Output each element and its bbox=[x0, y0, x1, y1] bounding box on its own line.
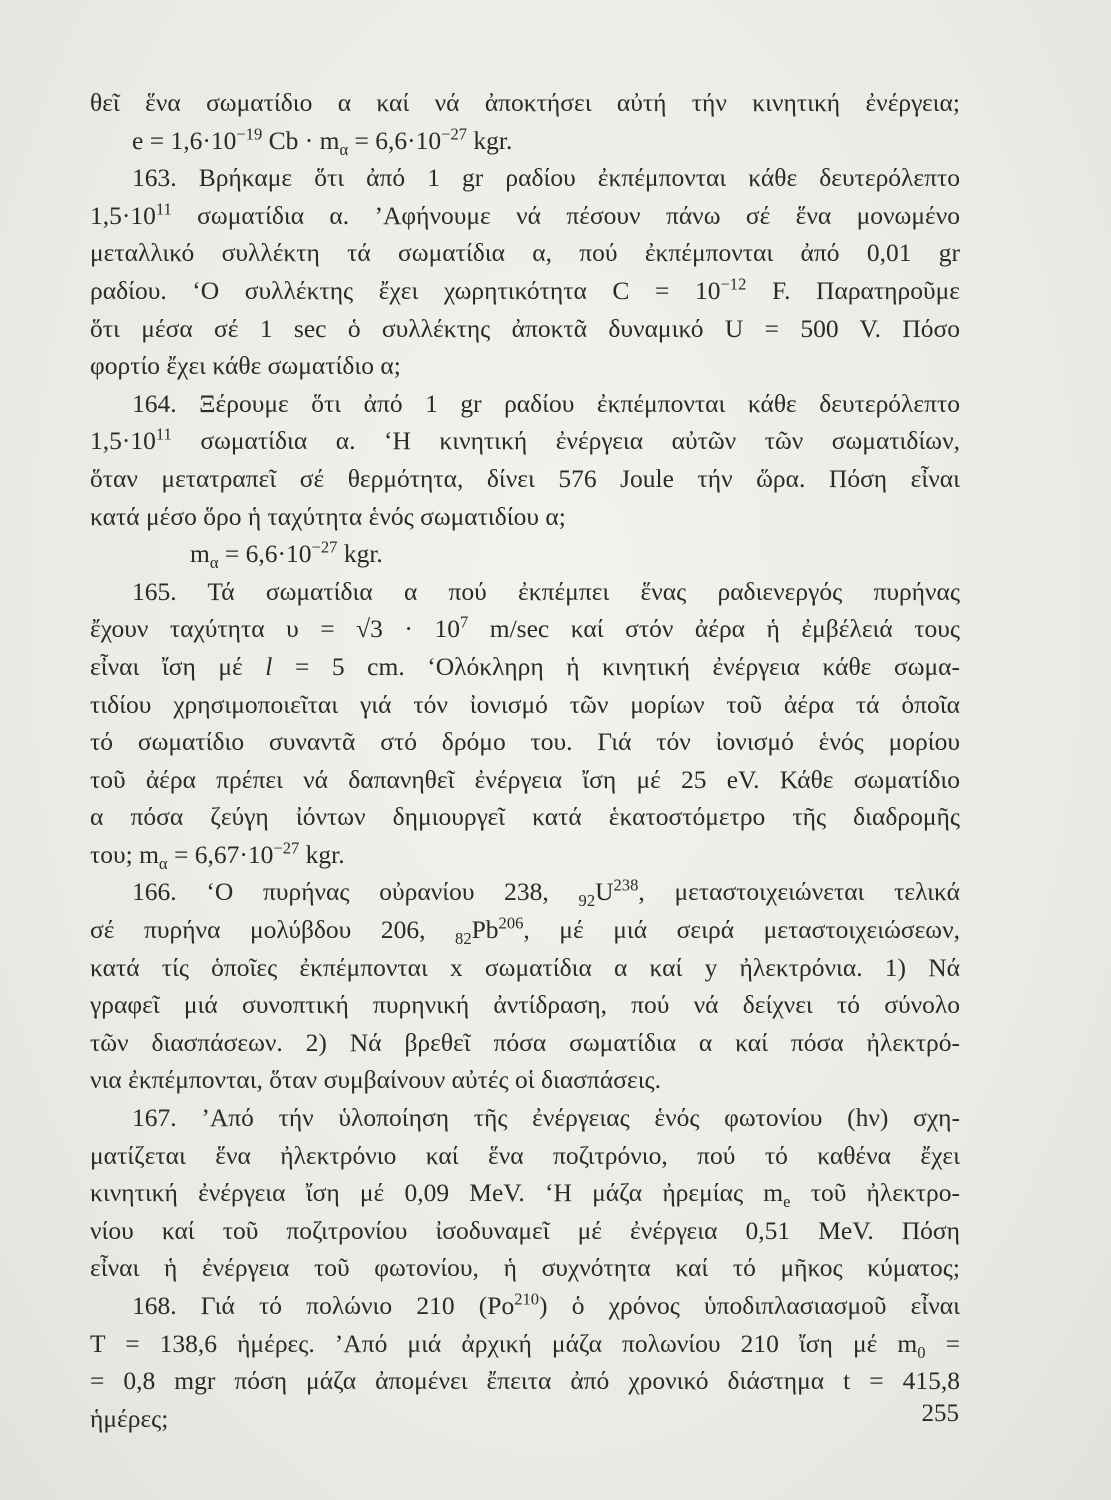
problem-166-line: 166. ‘Ο πυρήνας οὐρανίου 238, $_{92}U^{238}$, μεταστοιχειώνεται τελικά bbox=[132, 875, 960, 911]
text-line: τῶν διασπάσεων. 2) Νά βρεθεῖ πόσα σωματίδια α καί πόσα ἠλεκτρό- bbox=[90, 1027, 960, 1057]
text-line: κατά μέσο ὅρο ἡ ταχύτητα ἑνός σωματιδίου α; bbox=[90, 501, 566, 531]
text-line: του; $m_\alpha = 6,67\cdot 10^{-27}$ kgr. bbox=[90, 838, 345, 873]
text-line: $e = 1,6\cdot 10^{-19}$ $Cb \cdot m_\alpha = 6,6\cdot 10^{-27}$ kgr. bbox=[132, 124, 513, 159]
text-line: νίου καί τοῦ ποζιτρονίου ἰσοδυναμεῖ μέ ἐνέργεια 0,51 MeV. Πόση bbox=[90, 1215, 960, 1245]
page-body bbox=[90, 84, 960, 1437]
text-line: τό σωματίδιο συναντᾶ στό δρόμο του. Γιά τόν ἰονισμό ἑνός μορίου bbox=[90, 727, 960, 757]
text-line: $m_\alpha = 6,6\cdot 10^{-27}$ kgr. bbox=[190, 537, 383, 573]
problem-168-line: 168. Γιά τό πολώνιο 210 (Po$^{210}$) ὁ χρόνος ὑποδιπλασιασμοῦ εἶναι bbox=[132, 1289, 960, 1320]
text-line: α πόσα ζεύγη ἰόντων δημιουργεῖ κατά ἑκατοστόμετρο τῆς διαδρομῆς bbox=[90, 802, 960, 832]
text-line: ἔχουν ταχύτητα $\upsilon = √3 \cdot 10^7$ m/sec καί στόν ἀέρα ἡ ἐμβέλειά τους bbox=[90, 612, 960, 644]
text-line: σέ πυρήνα μολύβδου 206, $_{82}Pb^{206}$, μέ μιά σειρά μεταστοιχειώσεων, bbox=[90, 913, 960, 949]
text-line: κατά τίς ὁποῖες ἐκπέμπονται x σωματίδια α καί y ἠλεκτρόνια. 1) Νά bbox=[90, 952, 960, 982]
text-line: μεταλλικό συλλέκτη τά σωματίδια α, πού ἐκπέμπονται ἀπό 0,01 gr bbox=[90, 238, 960, 268]
text-line: ματίζεται ἕνα ἠλεκτρόνιο καί ἕνα ποζιτρόνιο, πού τό καθένα ἔχει bbox=[90, 1140, 960, 1170]
text-line: εἶναι ἴση μέ l = 5 cm. ‘Ολόκληρη ἡ κινητική ἐνέργεια κάθε σωμα- bbox=[90, 651, 960, 681]
text-line: τοῦ ἀέρα πρέπει νά δαπανηθεῖ ἐνέργεια ἴση μέ 25 eV. Κάθε σωματίδιο bbox=[90, 764, 960, 794]
text-line: $1,5\cdot 10^{11}$ σωματίδια α. ‘Η κινητική ἐνέργεια αὐτῶν τῶν σωματιδίων, bbox=[90, 424, 960, 456]
text-line: ὅταν μετατραπεῖ σέ θερμότητα, δίνει 576 Joule τήν ὥρα. Πόση εἶναι bbox=[90, 463, 960, 493]
problem-163-line: 163. Βρήκαμε ὅτι ἀπό 1 gr ραδίου ἐκπέμπονται κάθε δευτερόλεπτο bbox=[132, 163, 960, 193]
problem-165-line: 165. Τά σωματίδια α πού ἐκπέμπει ἕνας ραδιενεργός πυρήνας bbox=[132, 576, 960, 606]
text-line: γραφεῖ μιά συνοπτική πυρηνική ἀντίδραση, πού νά δείχνει τό σύνολο bbox=[90, 990, 960, 1020]
text-line: ἡμέρες; bbox=[90, 1403, 169, 1433]
text-line: κινητική ἐνέργεια ἴση μέ 0,09 MeV. ‘Η μάζα ἠρεμίας $m_e$ τοῦ ἠλεκτρο- bbox=[90, 1178, 960, 1212]
page-number: 255 bbox=[921, 1400, 959, 1427]
text-line: T = 138,6 ἡμέρες. ’Από μιά ἀρχική μάζα πολωνίου 210 ἴση μέ $m_0$ = bbox=[90, 1328, 960, 1362]
text-line: θεῖ ἕνα σωματίδιο α καί νά ἀποκτήσει αὐτή τήν κινητική ἐνέργεια; bbox=[90, 88, 960, 117]
text-line: εἶναι ἡ ἐνέργεια τοῦ φωτονίου, ἡ συχνότητα καί τό μῆκος κύματος; bbox=[90, 1253, 960, 1283]
problem-164-line: 164. Ξέρουμε ὅτι ἀπό 1 gr ραδίου ἐκπέμπονται κάθε δευτερόλεπτο bbox=[132, 388, 960, 418]
text-line: ραδίου. ‘Ο συλλέκτης ἔχει χωρητικότητα $C = 10^{-12}$ F. Παρατηροῦμε bbox=[90, 274, 960, 305]
problem-167-line: 167. ’Από τήν ὑλοποίηση τῆς ἐνέργειας ἑνός φωτονίου (hν) σχη- bbox=[132, 1103, 960, 1133]
text-line: τιδίου χρησιμοποιεῖται γιά τόν ἰονισμό τῶν μορίων τοῦ ἀέρα τά ὁποῖα bbox=[90, 689, 960, 719]
text-line: $1,5\cdot 10^{11}$ σωματίδια α. ’Αφήνουμε νά πέσουν πάνω σέ ἕνα μονωμένο bbox=[90, 199, 960, 230]
text-line: νια ἐκπέμπονται, ὅταν συμβαίνουν αὐτές οἱ διασπάσεις. bbox=[90, 1065, 662, 1095]
text-line: = 0,8 mgr πόση μάζα ἀπομένει ἔπειτα ἀπό χρονικό διάστημα t = 415,8 bbox=[90, 1366, 960, 1396]
text-line: ὅτι μέσα σέ 1 sec ὁ συλλέκτης ἀποκτᾶ δυναμικό U = 500 V. Πόσο bbox=[90, 313, 960, 343]
text-line: φορτίο ἔχει κάθε σωματίδιο α; bbox=[90, 351, 401, 381]
